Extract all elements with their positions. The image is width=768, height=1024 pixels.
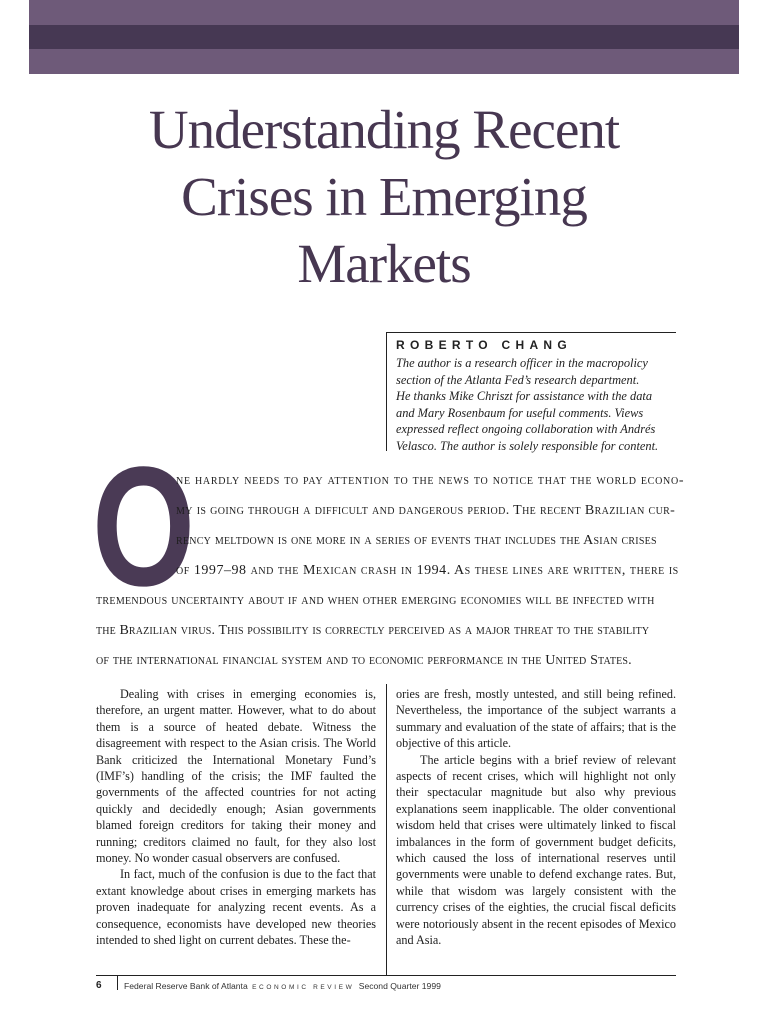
intro-line: rency meltdown is one more in a series of events that includes the Asian crises: [176, 533, 657, 548]
author-box-rule-horizontal: [386, 332, 676, 333]
footer-publication: ECONOMIC REVIEW: [252, 984, 355, 991]
footer-rule: [96, 975, 676, 976]
header-band-top: [29, 0, 739, 25]
author-note-line: and Mary Rosenbaum for useful comments. Views: [396, 405, 644, 420]
intro-line: ne hardly needs to pay attention to the news to notice that the world econo-: [176, 473, 685, 488]
intro-line: tremendous uncertainty about if and when other emerging economies will be infected with: [96, 593, 655, 608]
footer-issue: Second Quarter 1999: [358, 981, 441, 991]
intro-line: of the international financial system and to economic performance in the United States.: [96, 653, 632, 668]
header-band-bottom: [29, 49, 739, 74]
article-title: [60, 96, 708, 297]
footer-divider-tick: [117, 976, 118, 990]
title-line: Crises in Emerging: [181, 166, 587, 227]
title-line: Markets: [297, 233, 471, 294]
header-band-middle: [29, 25, 739, 49]
body-paragraph: In fact, much of the confusion is due to the fact that extant knowledge about crises in emerging markets has proven inadequate for analyzing recent events. As a consequence, economists have developed new theories intended to shed light on current debates. These the-: [96, 867, 376, 948]
title-line: Understanding Recent: [148, 99, 620, 160]
body-paragraph: ories are fresh, mostly untested, and still being refined. Nevertheless, the importance of the subject warrants a summary and evaluation of the state of affairs; that is the objective of this article.: [396, 687, 676, 751]
footer-citation: [124, 981, 441, 991]
author-box-rule-vertical: [386, 332, 387, 451]
author-note-line: The author is a research officer in the macropolicy: [396, 356, 648, 370]
intro-line: of 1997–98 and the Mexican crash in 1994. As these lines are written, there is: [176, 563, 679, 578]
author-note: [396, 355, 678, 455]
footer-publisher: Federal Reserve Bank of Atlanta: [124, 981, 248, 991]
body-paragraph: The article begins with a brief review of relevant aspects of recent crises, which will highlight not only their spectacular magnitude but also why previous explanations seem inapplicable. The older conventional wisdom held that crises were ultimately linked to fiscal imbalances in the form of government budget deficits, which caused the loss of international reserves until governments were unable to defend exchange rates. But, while that wisdom was largely consistent with the currency crises of the eighties, the crucial fiscal deficits were notoriously absent in the recent episodes of Mexico and Asia.: [396, 752, 676, 948]
body-paragraph: Dealing with crises in emerging economies is, therefore, an urgent matter. However, what to do about them is a source of heated debate. Witness the disagreement with respect to the Asian crisis. The World Bank criticized the International Monetary Fund’s (IMF’s) handling of the crisis; the IMF faulted the governments of the affected countries for not acting quickly and decidedly enough; Asian governments blamed foreign creditors for taking their money and running; creditors claimed no fault, for they also lost money. No wonder casual observers are confused.: [96, 687, 376, 866]
drop-cap: O: [92, 432, 196, 622]
author-name: ROBERTO CHANG: [396, 338, 573, 352]
author-note-line: He thanks Mike Chriszt for assistance with the data: [396, 389, 653, 404]
column-divider: [386, 684, 387, 976]
intro-line: the Brazilian virus. This possibility is correctly perceived as a major threat to the stability: [96, 623, 650, 638]
author-note-line: section of the Atlanta Fed’s research department.: [396, 372, 640, 387]
intro-line: my is going through a difficult and dangerous period. The recent Brazilian cur-: [176, 503, 676, 518]
body-column-left: [96, 686, 376, 949]
body-column-right: [396, 686, 676, 949]
author-note-line: expressed reflect ongoing collaboration with Andrés: [396, 422, 656, 437]
page-number: 6: [96, 980, 102, 991]
author-note-line: Velasco. The author is solely responsible for content.: [396, 438, 659, 453]
